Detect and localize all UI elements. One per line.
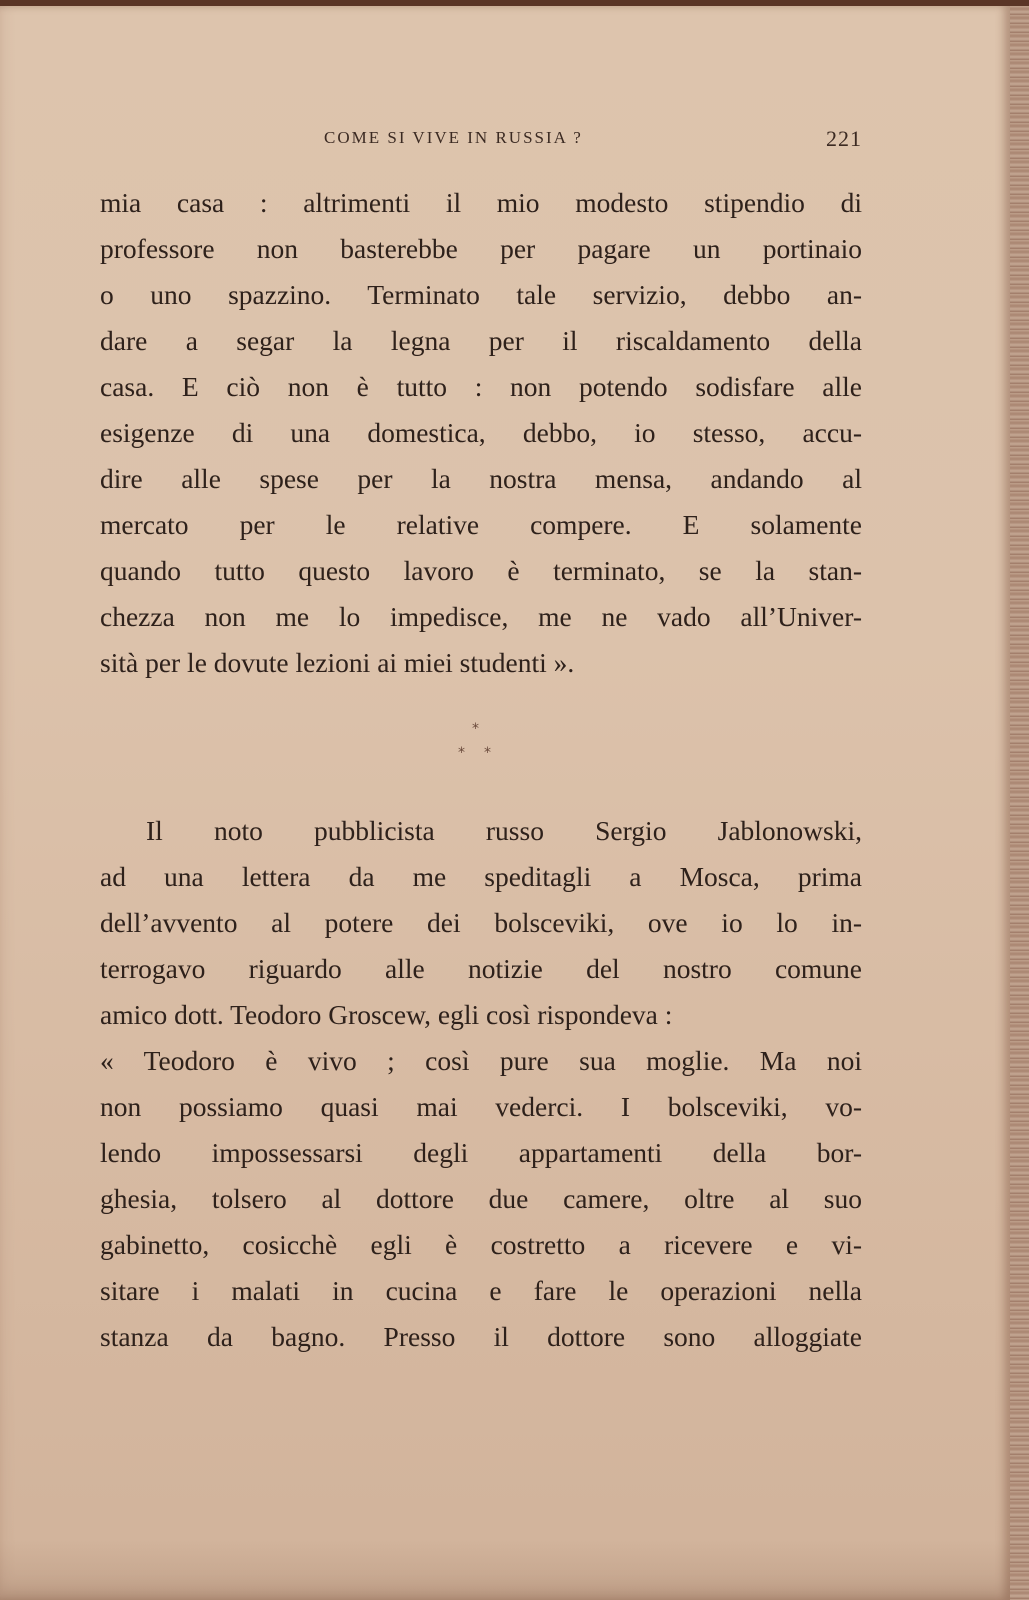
asterisk-ornament: * — [484, 745, 491, 761]
text-line: professore non basterebbe per pagare un portinaio — [100, 233, 862, 264]
page-edge-stack — [1010, 6, 1029, 1600]
text-line: stanza da bagno. Presso il dottore sono alloggiate — [100, 1321, 862, 1352]
text-line: quando tutto questo lavoro è terminato, se la stan- — [100, 555, 862, 586]
text-line: ghesia, tolsero al dottore due camere, oltre al suo — [100, 1183, 862, 1214]
text-line: o uno spazzino. Terminato tale servizio, debbo an- — [100, 279, 862, 310]
text-line: dell’avvento al potere dei bolsceviki, ove io lo in- — [100, 907, 862, 938]
text-line: sitare i malati in cucina e fare le operazioni nella — [100, 1275, 862, 1306]
text-line: gabinetto, cosicchè egli è costretto a ricevere e vi- — [100, 1229, 862, 1260]
asterisk-ornament: * — [458, 745, 465, 761]
text-line: mercato per le relative compere. E solamente — [100, 509, 862, 540]
running-title: COME SI VIVE IN RUSSIA ? — [324, 128, 583, 147]
text-line: dire alle spese per la nostra mensa, andando al — [100, 463, 862, 494]
text-line: terrogavo riguardo alle notizie del nostro comune — [100, 953, 862, 984]
text-line: non possiamo quasi mai vederci. I bolsceviki, vo- — [100, 1091, 862, 1122]
paragraph-continuation — [100, 180, 862, 686]
text-line: « Teodoro è vivo ; così pure sua moglie. Ma noi — [100, 1045, 862, 1076]
page-bottom-shadow — [0, 1540, 1010, 1600]
text-line: Il noto pubblicista russo Sergio Jablonowski, — [146, 815, 862, 846]
section-separator-asterism — [440, 722, 520, 772]
text-line: lendo impossessarsi degli appartamenti della bor- — [100, 1137, 862, 1168]
text-line: ad una lettera da me speditagli a Mosca, prima — [100, 861, 862, 892]
asterisk-ornament: * — [472, 721, 479, 737]
text-line: sità per le dovute lezioni ai miei studenti ». — [100, 647, 575, 678]
text-line: chezza non me lo impedisce, me ne vado all’Univer- — [100, 601, 862, 632]
text-line: casa. E ciò non è tutto : non potendo sodisfare alle — [100, 371, 862, 402]
running-head — [100, 126, 862, 156]
page-number: 221 — [826, 126, 862, 151]
text-line: dare a segar la legna per il riscaldamento della — [100, 325, 862, 356]
text-line: mia casa : altrimenti il mio modesto stipendio di — [100, 187, 862, 218]
text-line: esigenze di una domestica, debbo, io stesso, accu- — [100, 417, 862, 448]
text-line: amico dott. Teodoro Groscew, egli così rispondeva : — [100, 999, 673, 1030]
paragraph-body — [100, 808, 862, 1360]
